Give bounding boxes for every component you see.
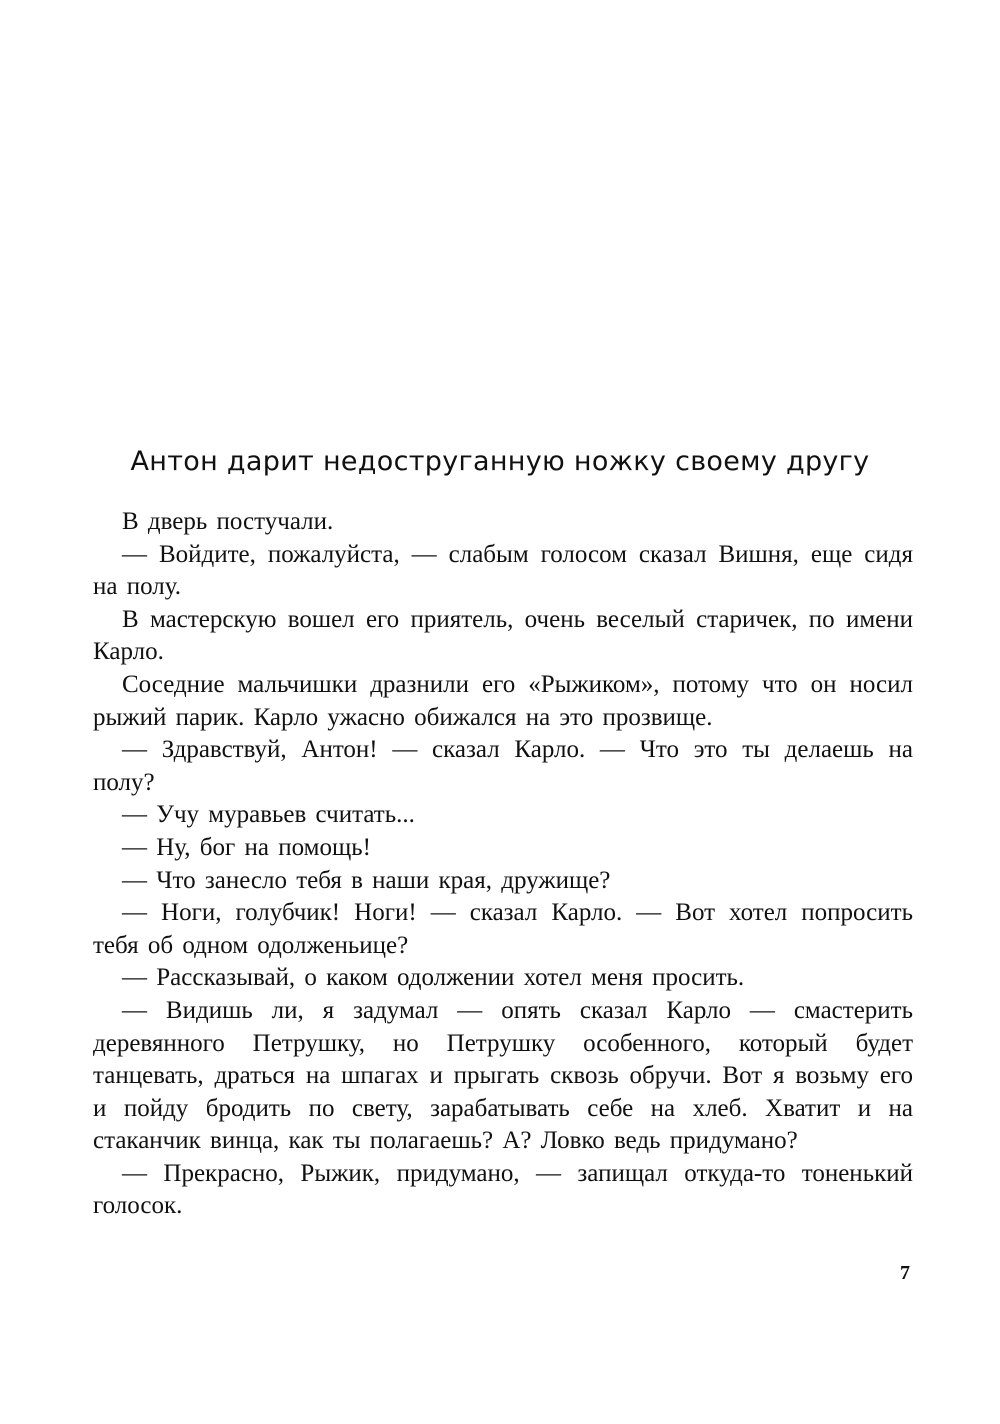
paragraph: Соседние мальчишки дразнили его «Рыжиком», потому что он носил рыжий парик. Карло ужасно обижался на это прозвище.: [93, 670, 913, 731]
paragraph: — Ноги, голубчик! Ноги! — сказал Карло. — Вот хотел попросить тебя об одном одолженьице?: [93, 899, 913, 959]
body-text: [93, 506, 913, 1223]
paragraph: — Прекрасно, Рыжик, придумано, — запищал откуда-то тоненький голосок.: [93, 1159, 913, 1220]
paragraph: — Здравствуй, Антон! — сказал Карло. — Что это ты делаешь на полу?: [93, 736, 913, 796]
paragraph: В мастерскую вошел его приятель, очень веселый старичек, по имени Карло.: [93, 605, 913, 666]
paragraph: — Ну, бог на помощь!: [122, 833, 371, 861]
paragraph: В дверь постучали.: [122, 508, 334, 535]
paragraph: — Что занесло тебя в наши края, дружище?: [122, 866, 611, 894]
paragraph: — Учу муравьев считать...: [122, 801, 415, 829]
paragraph: — Рассказывай, о каком одолжении хотел меня просить.: [122, 964, 745, 992]
paragraph: — Видишь ли, я задумал — опять сказал Карло — смастерить деревянного Петрушку, но Петрушку особенного, который будет танцевать, драться на шпагах и прыгать сквозь обручи. Вот я возьму его и пойду бродить по свету, зарабатывать себе на хлеб. Хватит и на стаканчик винца, как ты полагаешь? А? Ловко ведь придумано?: [93, 996, 913, 1155]
chapter-title: Антон дарит недоструганную ножку своему другу: [130, 446, 870, 477]
paragraph: — Войдите, пожалуйста, — слабым голосом сказал Вишня, еще сидя на полу.: [93, 540, 913, 601]
page-number: 7: [900, 1262, 910, 1284]
